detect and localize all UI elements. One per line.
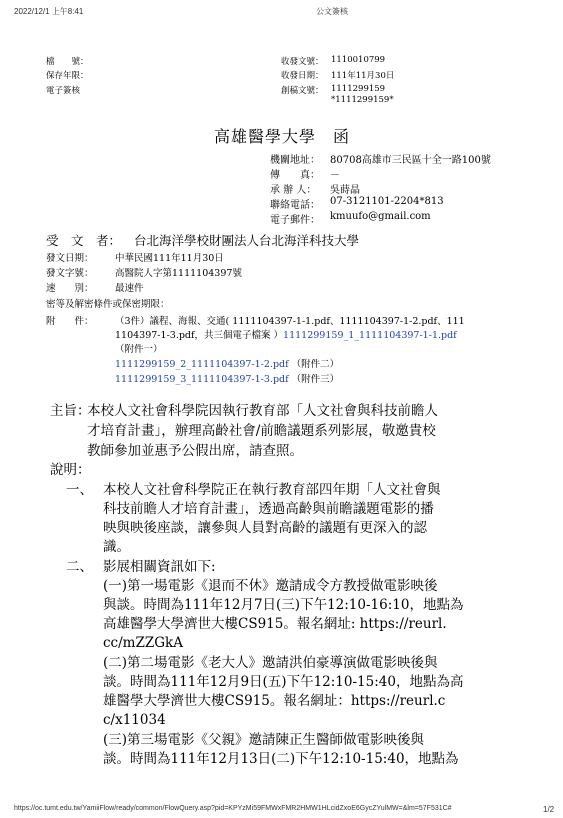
org-address-label: 機關地址：	[270, 155, 320, 166]
org-contact-label: 承 辦 人：	[270, 185, 317, 196]
org-phone-value: 07-3121101-2204*813	[330, 196, 444, 207]
org-email-value: kmuufo@gmail.com	[330, 211, 431, 222]
attachment-link-3[interactable]: 1111299159_3_1111104397-1-3.pdf	[115, 374, 289, 385]
secrecy-label: 密等及解密條件或保密期限：	[46, 299, 170, 310]
meta-value-receive-date: 111年11月30日	[331, 71, 395, 81]
print-page-title: 公文簽核	[316, 7, 348, 16]
explanation-line: 高雄醫學大學濟世大樓CS915。報名網址: https://reurl.	[103, 616, 447, 632]
subject-line: 本校人文社會科學院因執行教育部「人文社會與科技前瞻人	[87, 403, 438, 419]
attachments-label: 附 件：	[46, 316, 94, 327]
speed-label: 速 別：	[46, 283, 94, 294]
explanation-line: 與談。時間為111年12月7日(三)下午12:10-16:10，地點為	[103, 597, 464, 613]
meta-value-draft-no: 1111299159	[331, 84, 386, 94]
explanation-line: 科技前瞻人才培育計畫」，透過高齡與前瞻議題電影的播	[103, 501, 434, 517]
explanation-line: 雄醫學大學濟世大樓CS915。報名網址：https://reurl.c	[103, 693, 446, 709]
explanation-line: c/x11034	[103, 712, 166, 728]
meta-label-receive-no: 收發文號：	[281, 57, 324, 67]
dispatch-date-value: 中華民國111年11月30日	[115, 253, 224, 264]
attachments-line2-text: 1104397-1-3.pdf，共三個電子檔案 ）	[115, 330, 284, 341]
explanation-line: 識。	[103, 539, 130, 555]
org-address-value: 80708高雄市三民區十全一路100號	[330, 155, 491, 166]
dispatch-no-value: 高醫院人字第1111104397號	[115, 268, 242, 279]
explanation-line: 談。時間為111年12月9日(五)下午12:10-15:40，地點為高	[103, 674, 464, 690]
org-contact-value: 吳蒔晶	[330, 185, 360, 196]
org-email-label: 電子郵件：	[270, 215, 320, 226]
subject-label: 主旨：	[50, 403, 91, 419]
attachment-link-1[interactable]: 1111299159_1_1111104397-1-1.pdf	[283, 330, 457, 341]
attachments-line3: （附件一）	[115, 344, 163, 355]
attachment-row-3	[115, 371, 339, 385]
meta-value-receive-no: 1110010799	[331, 55, 386, 65]
explanation-line: 本校人文社會科學院正在執行教育部四年期「人文社會與	[103, 482, 441, 498]
recipient-label: 受 文 者：	[46, 233, 122, 248]
explanation-line: (二)第二場電影《老大人》邀請洪伯豪導演做電影映後與	[103, 655, 438, 671]
explanation-line: 映與映後座談，讓參與人員對高齡的議題有更深入的認	[103, 520, 427, 536]
explanation-item-num: 二、	[66, 559, 93, 575]
explanation-line: 影展相關資訊如下:	[103, 559, 216, 575]
attachments-line2	[115, 327, 457, 341]
explanation-line: (一)第一場電影《退而不休》邀請成令方教授做電影映後	[103, 578, 438, 594]
dispatch-no-label: 發文字號：	[46, 268, 94, 279]
barcode-text: *1111299159*	[331, 95, 394, 105]
org-fax-label: 傳 真：	[270, 170, 320, 181]
attachment-row-2	[115, 356, 339, 370]
print-page-number: 1/2	[543, 805, 555, 814]
meta-label-file-number: 檔 號：	[46, 57, 89, 67]
meta-label-retention: 保存年限：	[46, 71, 89, 81]
print-datetime: 2022/12/1 上午8:41	[14, 7, 84, 16]
org-phone-label: 聯絡電話：	[270, 200, 320, 211]
subject-line: 才培育計畫」，辦理高齡社會/前瞻議題系列影展，敬邀貴校	[87, 423, 436, 439]
speed-value: 最速件	[115, 283, 144, 294]
recipient-value: 台北海洋學校財團法人台北海洋科技大學	[134, 233, 360, 248]
attachment-note-3: （附件三）	[291, 374, 340, 385]
meta-label-e-sign: 電子簽核	[46, 86, 81, 96]
org-fax-value: －	[330, 170, 340, 181]
document-title: 高雄醫學大學 函	[214, 127, 351, 146]
explanation-line: cc/mZZGkA	[103, 635, 183, 651]
print-url: https://oc.tumt.edu.tw/YamiiFlow/ready/common/FlowQuery.asp?pid=KPYzMi59FMWxFMR2HMW1HLcidZxoE6GycZYulMW=&lm=57F531C#	[14, 805, 452, 812]
attachment-note-2: （附件二）	[291, 359, 340, 370]
explanation-item-num: 一、	[66, 482, 93, 498]
meta-label-draft-no: 創稿文號：	[281, 86, 324, 96]
dispatch-date-label: 發文日期：	[46, 253, 94, 264]
attachments-line1: （3件）議程、海報、交通( 1111104397-1-1.pdf、1111104397-1-2.pdf、111	[115, 316, 465, 327]
subject-line: 教師參加並惠予公假出席，請查照。	[87, 443, 303, 459]
attachment-link-2[interactable]: 1111299159_2_1111104397-1-2.pdf	[115, 359, 289, 370]
explanation-label: 說明：	[50, 462, 91, 478]
meta-label-receive-date: 收發日期：	[281, 71, 324, 81]
explanation-line: 談。時間為111年12月13日(二)下午12:10-15:40，地點為	[103, 751, 459, 767]
explanation-line: (三)第三場電影《父親》邀請陳正生醫師做電影映後與	[103, 732, 425, 748]
